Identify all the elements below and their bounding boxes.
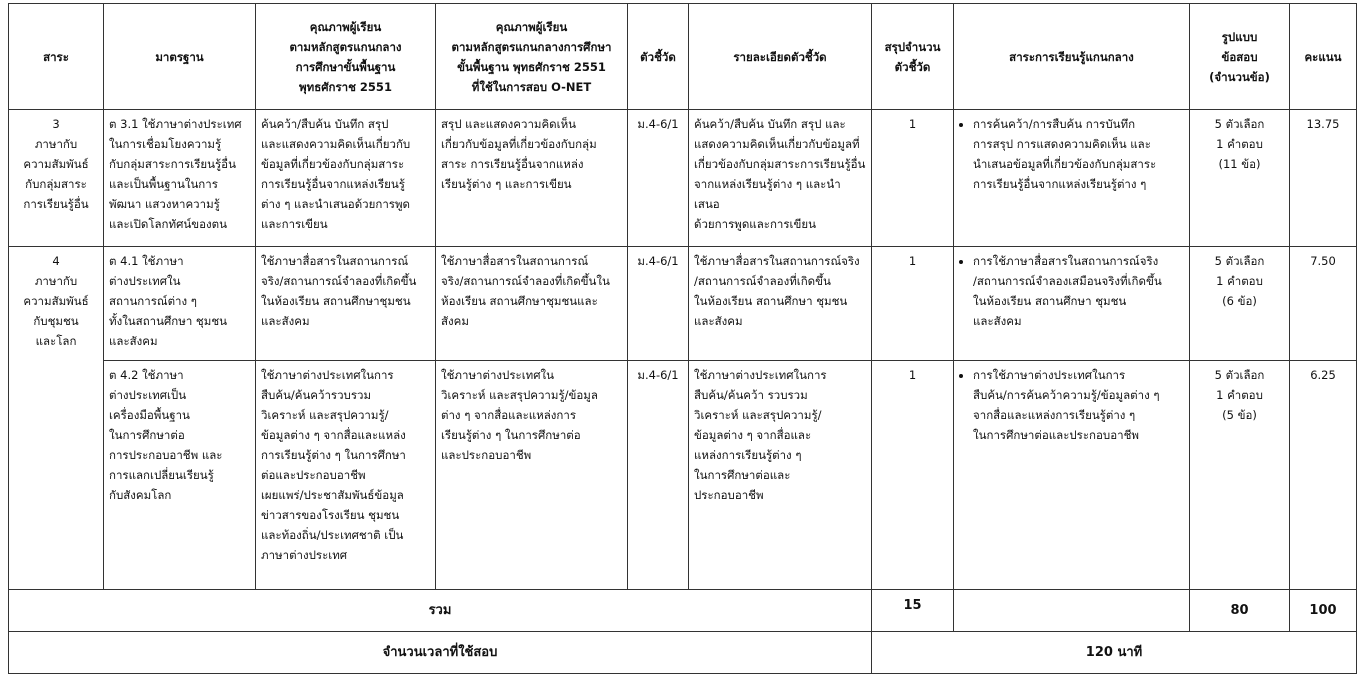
header-strand: สาระ xyxy=(9,4,104,110)
core-content-cell xyxy=(954,110,1190,247)
table-row xyxy=(9,247,1357,361)
time-value: 120 นาที xyxy=(872,632,1357,674)
time-label: จำนวนเวลาที่ใช้สอบ xyxy=(9,632,872,674)
header-test-format: รูปแบบ ข้อสอบ (จำนวนข้อ) xyxy=(1190,4,1290,110)
header-standard: มาตรฐาน xyxy=(104,4,256,110)
header-quality-core: คุณภาพผู้เรียน ตามหลักสูตรแกนกลาง การศึกษาขั้นพื้นฐาน พุทธศักราช 2551 xyxy=(256,4,436,110)
core-content-item: • การใช้ภาษาสื่อสารในสถานการณ์จริง /สถานการณ์จำลองเสมือนจริงที่เกิดขึ้น ในห้องเรียน สถานศึกษา ชุมชน และสังคม xyxy=(973,251,1184,331)
header-quality-onet: คุณภาพผู้เรียน ตามหลักสูตรแกนกลางการศึกษา ขั้นพื้นฐาน พุทธศักราช 2551 ที่ใช้ในการสอบ O-NET xyxy=(436,4,628,110)
core-content-item: • การใช้ภาษาต่างประเทศในการ สืบค้น/การค้นคว้าความรู้/ข้อมูลต่าง ๆ จากสื่อและแหล่งการเรียนรู้ต่าง ๆ ในการศึกษาต่อและประกอบอาชีพ xyxy=(973,365,1184,445)
indicator-cell: ม.4-6/1 xyxy=(628,110,689,247)
summary-row xyxy=(9,590,1357,632)
score-cell: 7.50 xyxy=(1290,247,1357,361)
table-row xyxy=(9,110,1357,247)
header-score: คะแนน xyxy=(1290,4,1357,110)
quality-onet-cell: ใช้ภาษาสื่อสารในสถานการณ์ จริง/สถานการณ์จำลองที่เกิดขึ้นใน ห้องเรียน สถานศึกษาชุมชนและ สังคม xyxy=(436,247,628,361)
indicator-cell: ม.4-6/1 xyxy=(628,361,689,590)
strand-cell: 4 ภาษากับ ความสัมพันธ์ กับชุมชน และโลก xyxy=(9,247,104,590)
summary-score-total: 100 xyxy=(1290,590,1357,632)
indicator-count-cell: 1 xyxy=(872,110,954,247)
summary-label: รวม xyxy=(9,590,872,632)
exam-blueprint-table xyxy=(8,3,1357,674)
quality-core-cell: ค้นคว้า/สืบค้น บันทึก สรุป และแสดงความคิดเห็นเกี่ยวกับ ข้อมูลที่เกี่ยวข้องกับกลุ่มสาระ การเรียนรู้อื่นจากแหล่งเรียนรู้ ต่าง ๆ และนำเสนอด้วยการพูด และการเขียน xyxy=(256,110,436,247)
summary-questions-total: 80 xyxy=(1190,590,1290,632)
standard-cell: ต 3.1 ใช้ภาษาต่างประเทศ ในการเชื่อมโยงความรู้ กับกลุ่มสาระการเรียนรู้อื่น และเป็นพื้นฐานในการ พัฒนา แสวงหาความรู้ และเปิดโลกทัศน์ของตน xyxy=(104,110,256,247)
core-content-cell xyxy=(954,247,1190,361)
quality-onet-cell: ใช้ภาษาต่างประเทศใน วิเคราะห์ และสรุปความรู้/ข้อมูล ต่าง ๆ จากสื่อและแหล่งการ เรียนรู้ต่าง ๆ ในการศึกษาต่อ และประกอบอาชีพ xyxy=(436,361,628,590)
standard-cell: ต 4.2 ใช้ภาษา ต่างประเทศเป็น เครื่องมือพื้นฐาน ในการศึกษาต่อ การประกอบอาชีพ และ การแลกเปลี่ยนเรียนรู้ กับสังคมโลก xyxy=(104,361,256,590)
indicator-count-cell: 1 xyxy=(872,247,954,361)
score-cell: 13.75 xyxy=(1290,110,1357,247)
quality-onet-cell: สรุป และแสดงความคิดเห็น เกี่ยวกับข้อมูลที่เกี่ยวข้องกับกลุ่ม สาระ การเรียนรู้อื่นจากแหล่ง เรียนรู้ต่าง ๆ และการเขียน xyxy=(436,110,628,247)
quality-core-cell: ใช้ภาษาต่างประเทศในการ สืบค้น/ค้นคว้ารวบรวม วิเคราะห์ และสรุปความรู้/ ข้อมูลต่าง ๆ จากสื่อและแหล่ง การเรียนรู้ต่าง ๆ ในการศึกษา ต่อและประกอบอาชีพ เผยแพร่/ประชาสัมพันธ์ข้อมูล ข่าวสารของโรงเรียน ชุมชน และท้องถิ่น/ประเทศชาติ เป็น ภาษาต่างประเทศ xyxy=(256,361,436,590)
indicator-detail-cell: ใช้ภาษาต่างประเทศในการ สืบค้น/ค้นคว้า รวบรวม วิเคราะห์ และสรุปความรู้/ ข้อมูลต่าง ๆ จากสื่อและ แหล่งการเรียนรู้ต่าง ๆ ในการศึกษาต่อและ ประกอบอาชีพ xyxy=(689,361,872,590)
test-format-cell: 5 ตัวเลือก 1 คำตอบ (6 ข้อ) xyxy=(1190,247,1290,361)
indicator-count-cell: 1 xyxy=(872,361,954,590)
indicator-detail-cell: ใช้ภาษาสื่อสารในสถานการณ์จริง /สถานการณ์จำลองที่เกิดขึ้น ในห้องเรียน สถานศึกษา ชุมชน และสังคม xyxy=(689,247,872,361)
indicator-detail-cell: ค้นคว้า/สืบค้น บันทึก สรุป และ แสดงความคิดเห็นเกี่ยวกับข้อมูลที่ เกี่ยวข้องกับกลุ่มสาระการเรียนรู้อื่น จากแหล่งเรียนรู้ต่าง ๆ และนำเสนอ ด้วยการพูดและการเขียน xyxy=(689,110,872,247)
header-core-content: สาระการเรียนรู้แกนกลาง xyxy=(954,4,1190,110)
header-indicator: ตัวชี้วัด xyxy=(628,4,689,110)
header-indicator-count: สรุปจำนวน ตัวชี้วัด xyxy=(872,4,954,110)
quality-core-cell: ใช้ภาษาสื่อสารในสถานการณ์ จริง/สถานการณ์จำลองที่เกิดขึ้น ในห้องเรียน สถานศึกษาชุมชน และสังคม xyxy=(256,247,436,361)
core-content-item: • การค้นคว้า/การสืบค้น การบันทึก การสรุป การแสดงความคิดเห็น และ นำเสนอข้อมูลที่เกี่ยวข้องกับกลุ่มสาระ การเรียนรู้อื่นจากแหล่งเรียนรู้ต่าง ๆ xyxy=(973,114,1184,194)
score-cell: 6.25 xyxy=(1290,361,1357,590)
test-format-cell: 5 ตัวเลือก 1 คำตอบ (5 ข้อ) xyxy=(1190,361,1290,590)
indicator-cell: ม.4-6/1 xyxy=(628,247,689,361)
header-indicator-detail: รายละเอียดตัวชี้วัด xyxy=(689,4,872,110)
strand-cell: 3 ภาษากับ ความสัมพันธ์ กับกลุ่มสาระ การเรียนรู้อื่น xyxy=(9,110,104,247)
test-format-cell: 5 ตัวเลือก 1 คำตอบ (11 ข้อ) xyxy=(1190,110,1290,247)
standard-cell: ต 4.1 ใช้ภาษา ต่างประเทศใน สถานการณ์ต่าง ๆ ทั้งในสถานศึกษา ชุมชน และสังคม xyxy=(104,247,256,361)
summary-indicator-total: 15 xyxy=(872,590,954,632)
header-row xyxy=(9,4,1357,110)
core-content-cell xyxy=(954,361,1190,590)
table-row xyxy=(9,361,1357,590)
summary-empty-cell xyxy=(954,590,1190,632)
time-row xyxy=(9,632,1357,674)
